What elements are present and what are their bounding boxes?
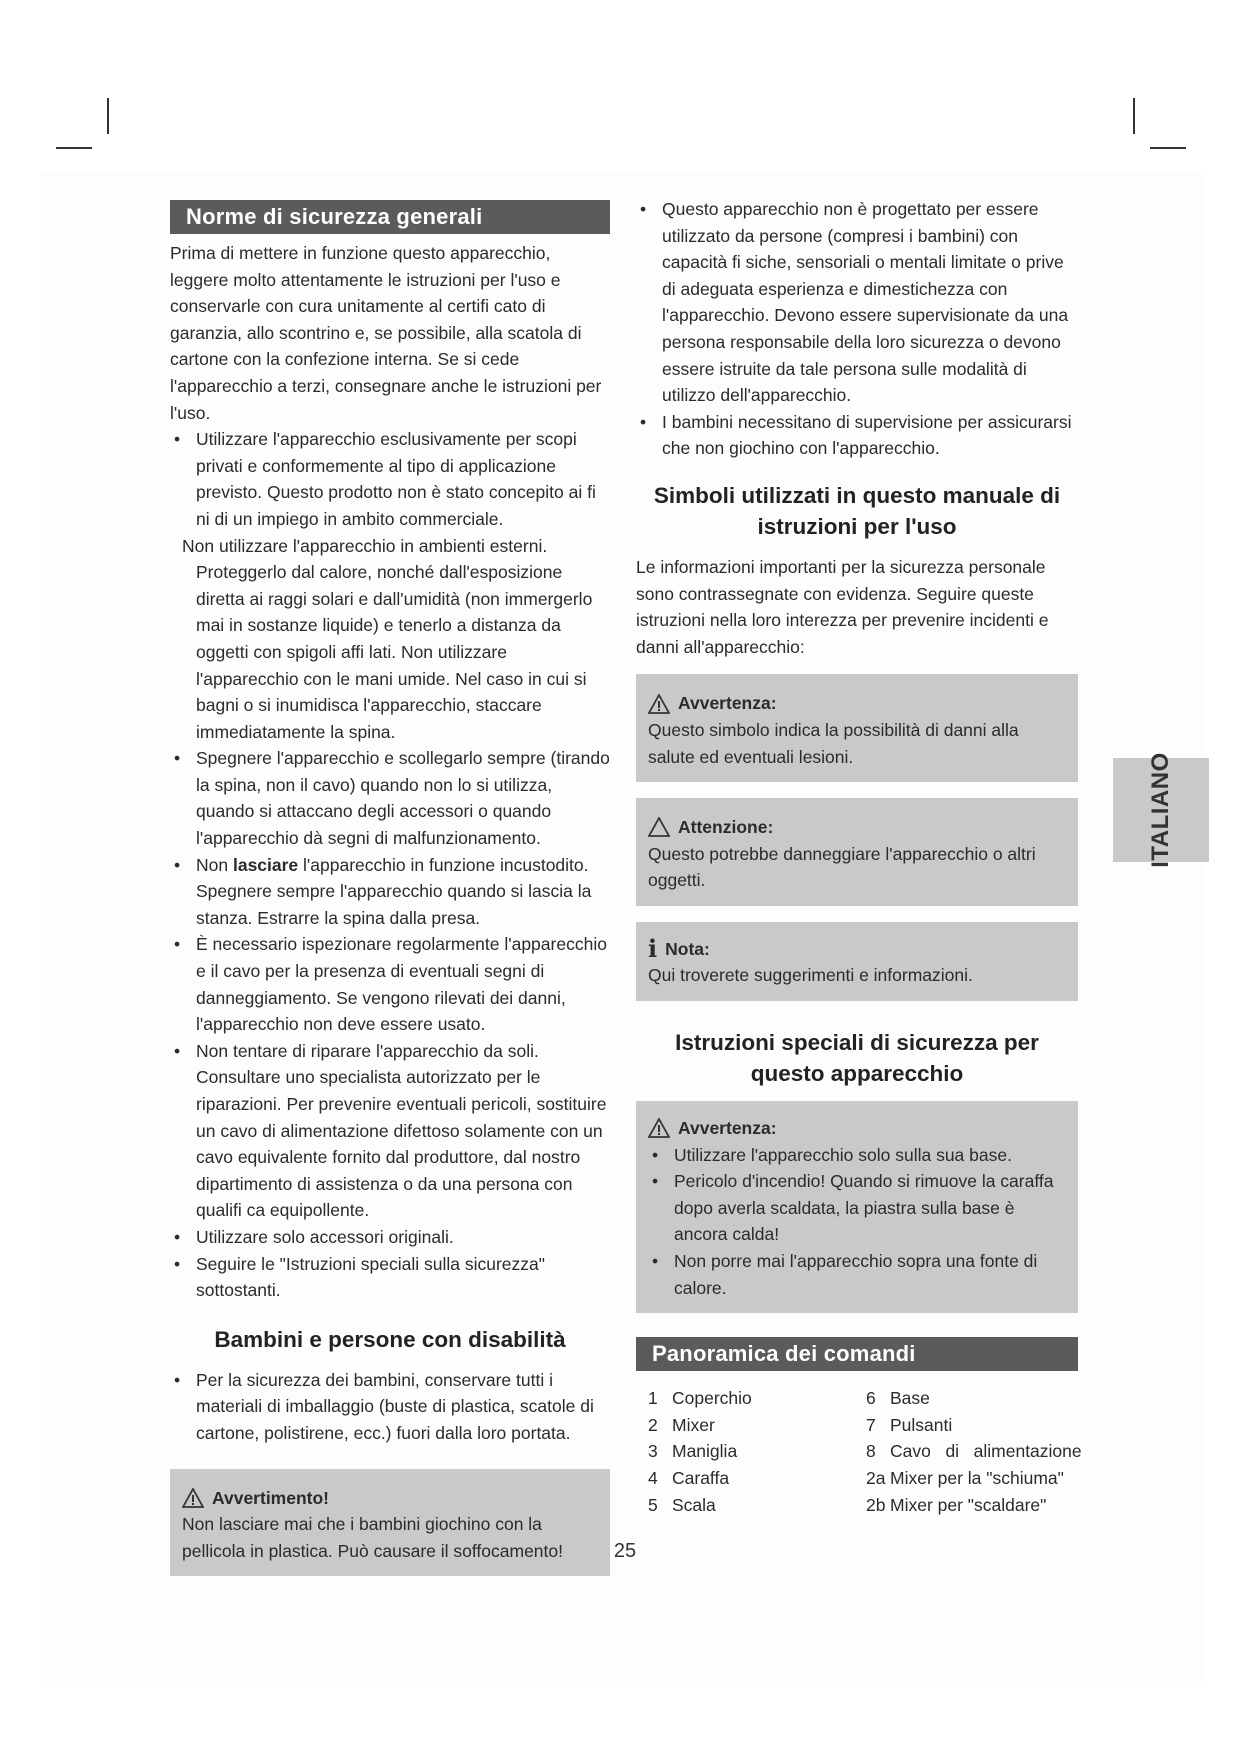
control-label: Maniglia: [672, 1441, 738, 1462]
special-warning-box: [636, 1101, 1078, 1313]
safety-list: [170, 745, 610, 1303]
crop-mark: [56, 147, 92, 149]
symbols-intro: Le informazioni importanti per la sicurezza personale sono contrassegnate con evidenza. Seguire queste istruzioni nella loro interezza per prevenire incidenti e danni all'apparecchio:: [636, 556, 1049, 657]
warning-text: Non lasciare mai che i bambini giochino con la pellicola in plastica. Può causare il soffocamento!: [182, 1514, 564, 1561]
nota-text: Qui troverete suggerimenti e informazioni.: [648, 965, 973, 986]
page-number: 25: [613, 1540, 637, 1562]
warning-triangle-icon: [648, 694, 670, 714]
caution-triangle-icon: [648, 817, 670, 837]
crop-mark: [107, 98, 109, 134]
list-item: [170, 852, 610, 932]
warning-triangle-icon: [648, 1118, 670, 1138]
attenzione-text: Questo potrebbe danneggiare l'apparecchio o altri oggetti.: [648, 843, 1036, 891]
control-number: 1: [648, 1388, 658, 1409]
children-list: [170, 1367, 610, 1447]
disability-list: [636, 196, 1078, 462]
crop-mark: [1133, 98, 1135, 134]
safety-list: [170, 426, 610, 532]
right-column: [636, 196, 1082, 1518]
list-item: • Seguire le "Istruzioni speciali sulla sicurezza" sottostanti.: [170, 1251, 610, 1304]
control-item: [648, 1385, 866, 1412]
special-box-title-text: Avvertenza:: [678, 1118, 777, 1139]
section-title-controls: Panoramica dei comandi: [636, 1337, 1078, 1371]
list-item: • Pericolo d'incendio! Quando si rimuove la caraffa dopo averla scaldata, la piastra sulla base è ancora calda!: [648, 1168, 1066, 1248]
control-label: Coperchio: [672, 1388, 752, 1409]
info-icon: i: [648, 934, 658, 964]
crop-mark: [1150, 147, 1186, 149]
avvertenza-title-text: Avvertenza:: [678, 693, 777, 714]
control-number: 8: [866, 1441, 876, 1462]
avvertenza-box: [636, 674, 1078, 782]
control-label: Caraffa: [672, 1468, 730, 1488]
control-item: [866, 1465, 1086, 1492]
language-tab-label: ITALIANO: [1147, 752, 1174, 868]
language-tab: [1113, 752, 1209, 868]
attenzione-title: [648, 814, 1066, 841]
control-label: Mixer: [672, 1414, 715, 1435]
list-item: • Non tentare di riparare l'apparecchio da soli. Consultare uno specialista autorizzato per le riparazioni. Per prevenire eventuali pericoli, sostituire un cavo di alimentazione difettoso solamente con un cavo equivalente fornito dal produttore, dal nostro dipartimento di assistenza o da una persona con qualifi ca equipollente.: [170, 1038, 610, 1224]
special-list: [648, 1142, 1066, 1302]
nota-title: [648, 936, 1066, 963]
nota-title-text: Nota:: [665, 938, 710, 959]
control-label: Scala: [672, 1494, 716, 1515]
list-item: • Non porre mai l'apparecchio sopra una fonte di calore.: [648, 1248, 1066, 1301]
nota-box: [636, 922, 1078, 1001]
symbols-heading: Simboli utilizzati in questo manuale di istruzioni per l'uso: [653, 482, 1061, 539]
control-item: [648, 1412, 866, 1439]
special-box-title: [648, 1115, 1066, 1142]
control-number: 2a: [866, 1468, 886, 1488]
control-item: [648, 1492, 866, 1519]
control-item: [866, 1412, 1086, 1439]
warning-box: [170, 1469, 610, 1577]
intro-paragraph: Prima di mettere in funzione questo apparecchio, leggere molto attentamente le istruzioni per l'uso e conservarle con cura unitamente al certifi cato di garanzia, allo scontrino e, se possibile, alla scatola di cartone con la confezione interna. Se si cede l'apparecchio a terzi, consegnare anche le istruzioni per l'uso.: [170, 243, 602, 423]
attenzione-title-text: Attenzione:: [678, 817, 774, 838]
control-number: 5: [648, 1494, 658, 1515]
bullet3-post: l'apparecchio in funzione incustodito. Spegnere sempre l'apparecchio quando si lascia la stanza. Estrarre la spina dalla presa.: [196, 854, 592, 928]
avvertenza-title: [648, 690, 1066, 717]
special-heading: Istruzioni speciali di sicurezza per questo apparecchio: [675, 1030, 1039, 1087]
control-item: [866, 1385, 1086, 1412]
avvertenza-text: Questo simbolo indica la possibilità di danni alla salute ed eventuali lesioni.: [648, 719, 1019, 767]
list-item: • Utilizzare solo accessori originali.: [170, 1224, 610, 1251]
control-number: 2b: [866, 1494, 886, 1515]
control-label: Pulsanti: [890, 1414, 953, 1435]
list-item: • È necessario ispezionare regolarmente l'apparecchio e il cavo per la presenza di eventuali segni di danneggiamento. Se vengono rilevati dei danni, l'apparecchio non deve essere usato.: [170, 931, 610, 1037]
children-heading: Bambini e persone con disabilità: [214, 1326, 566, 1352]
control-label: Mixer per la "schiuma": [890, 1468, 1064, 1488]
control-label: Mixer per "scaldare": [890, 1494, 1047, 1515]
list-item: • Utilizzare l'apparecchio solo sulla sua base.: [648, 1142, 1066, 1169]
control-label: Base: [890, 1388, 930, 1409]
bullet3-pre: Non: [196, 854, 233, 875]
warning-title-text: Avvertimento!: [212, 1487, 330, 1508]
control-number: 4: [648, 1468, 658, 1488]
controls-list: [636, 1385, 1082, 1518]
control-item: [866, 1492, 1086, 1519]
list-item: • Per la sicurezza dei bambini, conservare tutti i materiali di imballaggio (buste di plastica, scatole di cartone, polistirene, ecc.) fuori dalla loro portata.: [170, 1367, 610, 1447]
section-title-general-safety: Norme di sicurezza generali: [170, 200, 610, 234]
outdoor-line: Non utilizzare l'apparecchio in ambienti esterni.: [182, 535, 548, 556]
warning-box-title: [182, 1485, 598, 1512]
control-item: [648, 1465, 866, 1492]
list-item: • Spegnere l'apparecchio e scollegarlo sempre (tirando la spina, non il cavo) quando non lo si utilizza, quando si attaccano degli accessori o quando l'apparecchio dà segni di malfunzionamento.: [170, 745, 610, 851]
control-number: 2: [648, 1414, 658, 1435]
control-number: 3: [648, 1441, 658, 1462]
left-column: [170, 200, 610, 1576]
list-item: • Questo apparecchio non è progettato per essere utilizzato da persone (compresi i bambini) con capacità fi siche, sensoriali o mentali limitate o prive di adeguata esperienza e dimestichezza con l'apparecchio. Devono essere supervisionate da una persona responsabile della loro sicurezza o devono essere istruite da tale persona sulle modalità di utilizzo dell'apparecchio.: [636, 196, 1078, 409]
warning-triangle-icon: [182, 1488, 204, 1508]
list-item: • Utilizzare l'apparecchio esclusivamente per scopi privati e conformemente al tipo di applicazione previsto. Questo prodotto non è stato concepito ai fi ni di un impiego in ambito commerciale.: [170, 426, 610, 532]
outdoor-text: Proteggerlo dal calore, nonché dall'esposizione diretta ai raggi solari e dall'umidità (non immergerlo mai in sostanze liquide) e tenerlo a distanza da oggetti con spigoli affi lati. Non utilizzare l'apparecchio con le mani umide. Nel caso in cui si bagni o si inumidisca l'apparecchio, staccare immediatamente la spina.: [196, 562, 593, 742]
control-item: [648, 1438, 866, 1465]
control-label: Cavo di alimentazione: [890, 1441, 1082, 1462]
control-item: [866, 1438, 1086, 1465]
list-item: • I bambini necessitano di supervisione per assicurarsi che non giochino con l'apparecchio.: [636, 409, 1078, 462]
control-number: 6: [866, 1388, 876, 1409]
control-number: 7: [866, 1414, 876, 1435]
bullet3-bold: lasciare: [232, 854, 299, 875]
attenzione-box: [636, 798, 1078, 906]
